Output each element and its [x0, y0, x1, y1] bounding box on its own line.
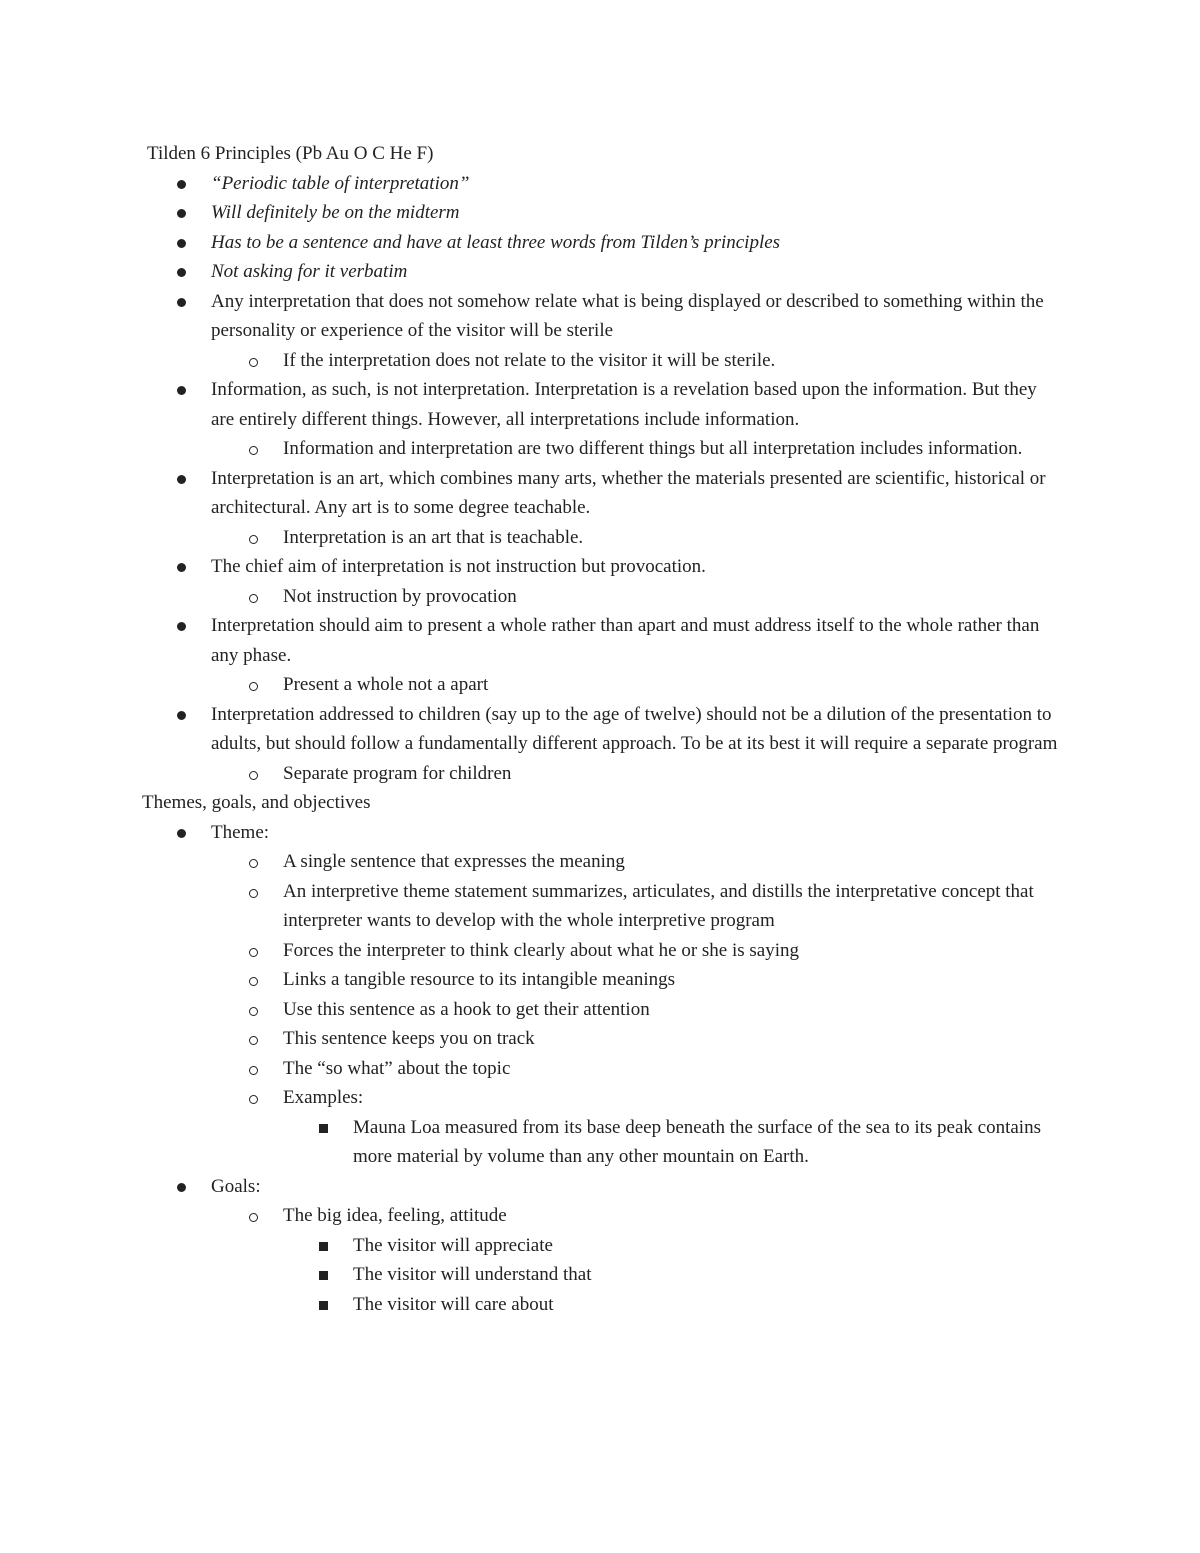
bullet-dot-icon [177, 475, 186, 484]
bullet-circle-icon [249, 682, 258, 691]
sub-sub-list-item-text: Mauna Loa measured from its base deep beneath the surface of the sea to its peak contains more material by volume than any other mountain on Earth. [353, 1116, 1041, 1167]
bullet-square-icon [319, 1271, 328, 1280]
list-item [0, 552, 1061, 582]
list-item-text: The chief aim of interpretation is not instruction but provocation. [211, 556, 706, 577]
list-item [0, 228, 1061, 258]
bullet-circle-icon [249, 1066, 258, 1075]
bullet-circle-icon [249, 535, 258, 544]
list-item [0, 700, 1061, 759]
bullet-dot-icon [177, 298, 186, 307]
sub-list-item [0, 434, 1063, 464]
list-item-text: Not asking for it verbatim [211, 261, 408, 282]
sub-list-item [0, 523, 1063, 553]
bullet-circle-icon [249, 358, 258, 367]
bullet-circle-icon [249, 594, 258, 603]
sub-list-item [0, 995, 1063, 1025]
list-item [0, 611, 1061, 670]
sub-list-item-text: Separate program for children [283, 762, 512, 784]
sub-list-item-text: The “so what” about the topic [283, 1057, 511, 1079]
sub-list-item [0, 847, 1063, 877]
bullet-circle-icon [249, 859, 258, 868]
sub-list-item [0, 965, 1063, 995]
sub-list-item [0, 1024, 1063, 1054]
list-item-text: Theme: [211, 821, 270, 843]
bullet-dot-icon [177, 711, 186, 720]
bullet-square-icon [319, 1124, 328, 1133]
sub-list-item [0, 1054, 1063, 1084]
list-item-text: Will definitely be on the midterm [211, 202, 460, 223]
list-item-theme [0, 818, 1061, 848]
list-item [0, 257, 1061, 287]
sub-list-item-text: Examples: [283, 1087, 364, 1108]
sub-list-item-text: Use this sentence as a hook to get their attention [283, 998, 650, 1020]
list-item [0, 375, 1061, 434]
sub-sub-list-item [0, 1231, 1063, 1261]
list-item [0, 464, 1061, 523]
sub-list-item-text: Not instruction by provocation [283, 585, 517, 607]
bullet-dot-icon [177, 239, 186, 248]
sub-list-item-text: Present a whole not a apart [283, 674, 489, 695]
list-item-text: Interpretation is an art, which combines many arts, whether the materials presented are scientific, historical or architectural. Any art is to some degree teachable. [211, 467, 1046, 518]
bullet-circle-icon [249, 977, 258, 986]
bullet-circle-icon [249, 948, 258, 957]
bullet-dot-icon [177, 386, 186, 395]
sub-list-item-text: A single sentence that expresses the meaning [283, 851, 625, 872]
sub-list-item [0, 1201, 1063, 1231]
sub-list-item [0, 759, 1063, 789]
sub-list-item-text: Information and interpretation are two different things but all interpretation includes information. [283, 438, 1023, 459]
sub-sub-list-item [0, 1113, 1063, 1172]
section-heading-themes: Themes, goals, and objectives [142, 792, 371, 813]
sub-sub-list-item-text: The visitor will understand that [353, 1264, 592, 1285]
bullet-dot-icon [177, 829, 186, 838]
sub-list-item [0, 877, 1063, 936]
sub-list-item-text: Links a tangible resource to its intangible meanings [283, 969, 676, 990]
sub-sub-list-item-text: The visitor will appreciate [353, 1234, 553, 1256]
bullet-circle-icon [249, 1036, 258, 1045]
sub-list-item [0, 582, 1063, 612]
list-item [0, 287, 1061, 346]
list-item-text: Has to be a sentence and have at least three words from Tilden’s principles [211, 231, 781, 253]
bullet-circle-icon [249, 1213, 258, 1222]
sub-list-item-text: If the interpretation does not relate to the visitor it will be sterile. [283, 349, 776, 371]
sub-list-item-text: Forces the interpreter to think clearly about what he or she is saying [283, 939, 800, 961]
bullet-dot-icon [177, 180, 186, 189]
sub-sub-list-item-text: The visitor will care about [353, 1293, 554, 1315]
bullet-dot-icon [177, 622, 186, 631]
sub-list-item [0, 1083, 1063, 1113]
bullet-circle-icon [249, 771, 258, 780]
list-item-text: Information, as such, is not interpretation. Interpretation is a revelation based upon the information. But they are entirely different things. However, all interpretations include information. [211, 379, 1037, 430]
sub-list-item-text: This sentence keeps you on track [283, 1028, 535, 1049]
list-item-text: “Periodic table of interpretation” [211, 172, 470, 194]
sub-sub-list-item [0, 1260, 1063, 1290]
bullet-circle-icon [249, 1095, 258, 1104]
sub-list-item-text: An interpretive theme statement summarizes, articulates, and distills the interpretative concept that interpreter wants to develop with the whole interpretive program [283, 880, 1034, 931]
sub-list-item-text: Interpretation is an art that is teachable. [283, 526, 584, 548]
list-item [0, 169, 1061, 199]
bullet-circle-icon [249, 446, 258, 455]
bullet-dot-icon [177, 1183, 186, 1192]
list-item-text: Interpretation addressed to children (say up to the age of twelve) should not be a dilution of the presentation to adults, but should follow a fundamentally different approach. To be at its best it will require a separate program [211, 703, 1058, 754]
list-item-text: Goals: [211, 1175, 261, 1197]
list-item-goals [0, 1172, 1061, 1202]
bullet-circle-icon [249, 1007, 258, 1016]
bullet-square-icon [319, 1301, 328, 1310]
sub-list-item [0, 346, 1063, 376]
list-item [0, 198, 1061, 228]
bullet-dot-icon [177, 209, 186, 218]
document-page [0, 139, 1200, 1319]
bullet-dot-icon [177, 268, 186, 277]
sub-list-item-text: The big idea, feeling, attitude [283, 1205, 507, 1226]
sub-sub-list-item [0, 1290, 1063, 1320]
sub-list-item [0, 670, 1063, 700]
sub-list-item [0, 936, 1063, 966]
section-heading-tilden: Tilden 6 Principles (Pb Au O C He F) [147, 143, 434, 164]
bullet-square-icon [319, 1242, 328, 1251]
list-item-text: Interpretation should aim to present a whole rather than apart and must address itself to the whole rather than any phase. [211, 615, 1040, 666]
list-item-text: Any interpretation that does not somehow relate what is being displayed or described to something within the personality or experience of the visitor will be sterile [211, 290, 1044, 341]
bullet-circle-icon [249, 889, 258, 898]
bullet-dot-icon [177, 563, 186, 572]
